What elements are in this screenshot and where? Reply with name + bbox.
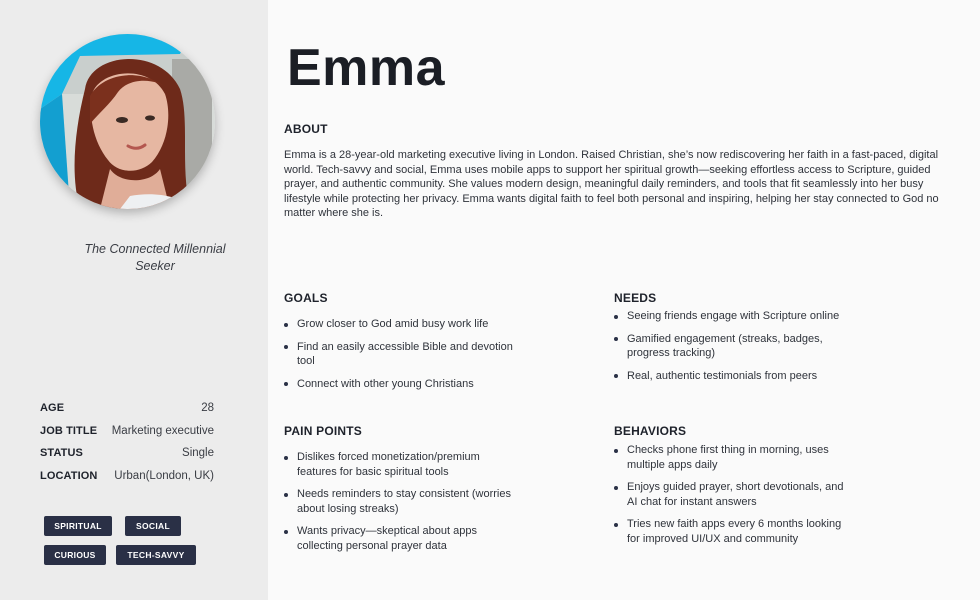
tag-tech-savvy: TECH-SAVVY [116, 545, 196, 565]
fact-value: Urban(London, UK) [114, 469, 214, 482]
tag-curious: CURIOUS [44, 545, 106, 565]
fact-row-status [40, 447, 214, 470]
list-item: Checks phone first thing in morning, uses multiple apps daily [614, 443, 854, 472]
about-text: Emma is a 28-year-old marketing executive living in London. Raised Christian, she’s now rediscovering her faith in a fast-paced, digital world. Tech-savvy and social, Emma uses mobile apps to support her spiritual growth—seeking effortless access to Scripture, guided prayer, and authentic community. She values modern design, meaningful daily reminders, and tools that fit seamlessly into her busy lifestyle while protecting her privacy. Emma wants digital faith to feel both personal and inspiring, helping her stay connected to God no matter where she is. [284, 149, 939, 220]
profile-sidebar [0, 0, 268, 600]
goals-heading: GOALS [284, 291, 328, 305]
fact-row-location [40, 470, 214, 493]
list-item: Tries new faith apps every 6 months looking for improved UI/UX and community [614, 517, 854, 546]
fact-label: LOCATION [40, 469, 98, 482]
tag-social: SOCIAL [125, 516, 181, 536]
list-item: Gamified engagement (streaks, badges, progress tracking) [614, 332, 854, 361]
fact-label: AGE [40, 402, 65, 414]
fact-row-age [40, 402, 214, 425]
needs-heading: NEEDS [614, 291, 657, 305]
list-item: Needs reminders to stay consistent (worries about losing streaks) [284, 487, 519, 516]
persona-name: Emma [287, 39, 446, 97]
list-item: Find an easily accessible Bible and devotion tool [284, 340, 519, 369]
tag-spiritual: SPIRITUAL [44, 516, 112, 536]
fact-label: JOB TITLE [40, 424, 98, 437]
fact-value: 28 [201, 402, 214, 414]
needs-list [614, 309, 854, 383]
list-item: Connect with other young Christians [284, 377, 519, 392]
behaviors-list [614, 443, 854, 546]
avatar-photo [40, 34, 215, 209]
goals-list [284, 317, 519, 391]
fact-value: Marketing executive [111, 424, 214, 437]
list-item: Dislikes forced monetization/premium features for basic spiritual tools [284, 450, 519, 479]
fact-row-job-title [40, 425, 214, 448]
list-item: Grow closer to God amid busy work life [284, 317, 519, 332]
pain-points-heading: PAIN POINTS [284, 424, 362, 438]
fact-value: Single [182, 447, 214, 459]
list-item: Enjoys guided prayer, short devotionals, and AI chat for instant answers [614, 480, 854, 509]
about-heading: ABOUT [284, 122, 328, 136]
pain-points-list [284, 450, 519, 553]
fact-label: STATUS [40, 447, 83, 459]
persona-facts [40, 402, 214, 492]
persona-tagline: The Connected Millennial Seeker [84, 242, 226, 273]
persona-content [268, 0, 980, 600]
list-item: Seeing friends engage with Scripture online [614, 309, 854, 324]
list-item: Wants privacy—skeptical about apps collecting personal prayer data [284, 524, 519, 553]
avatar [40, 34, 215, 209]
list-item: Real, authentic testimonials from peers [614, 369, 854, 384]
behaviors-heading: BEHAVIORS [614, 424, 687, 438]
